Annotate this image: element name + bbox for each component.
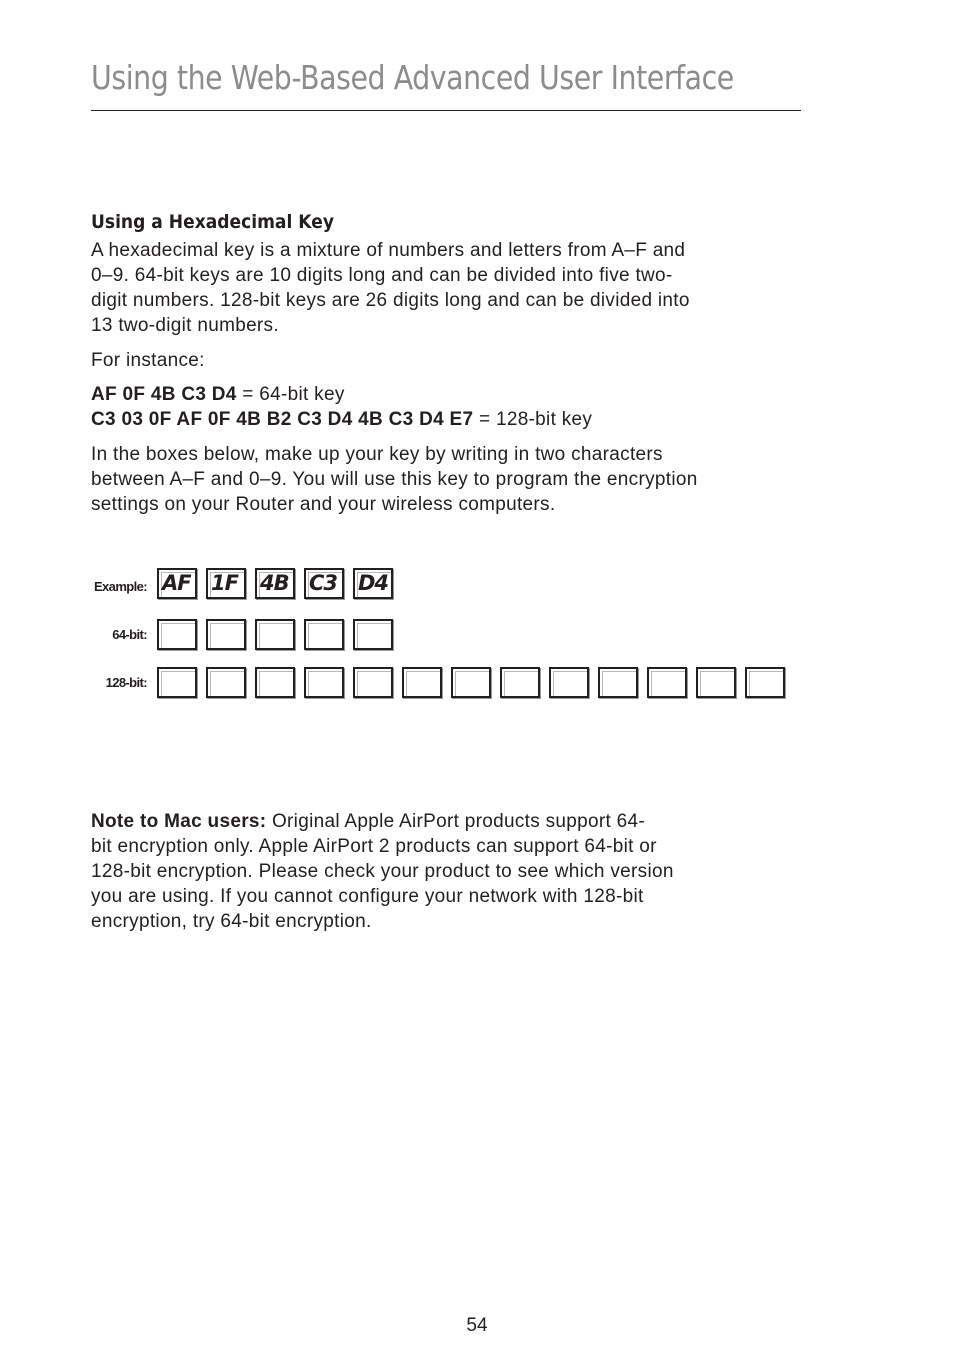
mac-note-paragraph <box>91 809 811 934</box>
instructions-paragraph <box>91 442 811 517</box>
note-line: you are using. If you cannot configure your network with 128-bit <box>91 886 644 907</box>
example-box-value: C3 <box>309 571 338 595</box>
key-box-64 <box>206 619 246 650</box>
example-64-key: AF 0F 4B C3 D4 <box>91 384 237 405</box>
key-box-64 <box>157 619 197 650</box>
intro-line: 13 two-digit numbers. <box>91 315 279 336</box>
section-heading: Using a Hexadecimal Key <box>91 211 334 233</box>
example-box-value: AF <box>162 571 191 595</box>
example-128-line <box>91 407 811 432</box>
key-box-128 <box>451 667 491 698</box>
key-box-64 <box>304 619 344 650</box>
key-box-128 <box>696 667 736 698</box>
example-key-box <box>206 568 246 599</box>
note-label: Note to Mac users: <box>91 811 267 832</box>
note-line: bit encryption only. Apple AirPort 2 products can support 64-bit or <box>91 836 657 857</box>
example-64-line <box>91 382 811 407</box>
title-divider <box>91 110 801 111</box>
example-row-label: Example: <box>93 579 147 594</box>
intro-line: digit numbers. 128-bit keys are 26 digits long and can be divided into <box>91 290 690 311</box>
example-128-key: C3 03 0F AF 0F 4B B2 C3 D4 4B C3 D4 E7 <box>91 409 474 430</box>
page-title: Using the Web-Based Advanced User Interface <box>91 58 734 97</box>
note-line: encryption, try 64-bit encryption. <box>91 911 372 932</box>
key-box-128 <box>206 667 246 698</box>
for-instance-text: For instance: <box>91 350 205 371</box>
example-key-box <box>255 568 295 599</box>
key-examples <box>91 382 811 432</box>
example-key-box <box>157 568 197 599</box>
key-box-64 <box>255 619 295 650</box>
key-box-128 <box>500 667 540 698</box>
key-box-128 <box>402 667 442 698</box>
key-box-128 <box>353 667 393 698</box>
key-box-128 <box>745 667 785 698</box>
key-box-128 <box>549 667 589 698</box>
example-box-value: 4B <box>260 571 289 595</box>
example-box-value: D4 <box>358 571 389 595</box>
note-line: 128-bit encryption. Please check your product to see which version <box>91 861 674 882</box>
instructions-line: In the boxes below, make up your key by writing in two characters <box>91 444 663 465</box>
example-box-value: 1F <box>211 571 238 595</box>
key-box-128 <box>598 667 638 698</box>
row-64-label: 64-bit: <box>112 627 147 642</box>
note-text: Original Apple AirPort products support 64- <box>266 811 646 832</box>
row-128-label: 128-bit: <box>105 675 147 690</box>
note-line <box>91 809 811 834</box>
example-key-box <box>304 568 344 599</box>
intro-line: 0–9. 64-bit keys are 10 digits long and can be divided into five two- <box>91 265 673 286</box>
intro-paragraph <box>91 238 811 338</box>
key-box-128 <box>647 667 687 698</box>
example-key-box <box>353 568 393 599</box>
intro-line: A hexadecimal key is a mixture of numbers and letters from A–F and <box>91 240 686 261</box>
key-box-128 <box>304 667 344 698</box>
page-number: 54 <box>466 1315 488 1336</box>
example-128-suffix: = 128-bit key <box>473 409 593 430</box>
key-box-64 <box>353 619 393 650</box>
instructions-line: settings on your Router and your wireless computers. <box>91 494 556 515</box>
example-64-suffix: = 64-bit key <box>236 384 345 405</box>
key-box-128 <box>255 667 295 698</box>
key-box-128 <box>157 667 197 698</box>
instructions-line: between A–F and 0–9. You will use this key to program the encryption <box>91 469 698 490</box>
